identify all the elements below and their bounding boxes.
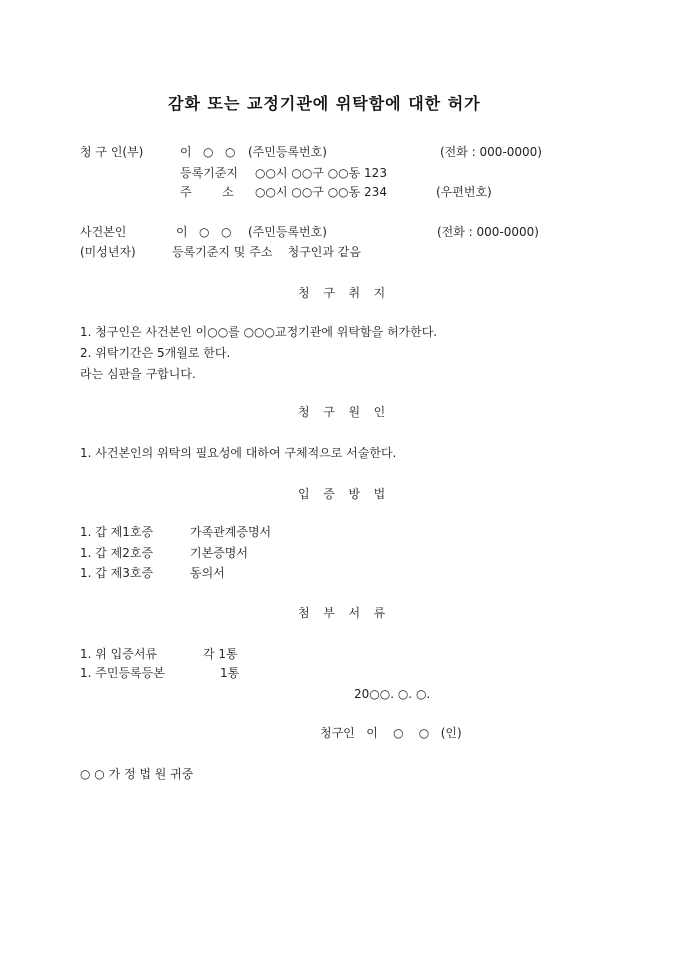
- attachment-count-1: 각 1통: [203, 647, 238, 661]
- attachment-count-2: 1통: [220, 666, 240, 680]
- petitioner-registry-label: 등록기준지: [180, 166, 238, 180]
- attachments-heading: 첨 부 서 류: [298, 606, 388, 620]
- court-addressee: ○ ○ 가 정 법 원 귀중: [80, 767, 194, 781]
- subject-minor-label: (미성년자): [80, 245, 136, 259]
- purpose-heading: 청 구 취 지: [298, 286, 388, 300]
- purpose-line-2: 2. 위탁기간은 5개월로 한다.: [80, 346, 231, 360]
- petitioner-name: 이 ○ ○: [180, 145, 236, 159]
- evidence-doc-3: 동의서: [190, 566, 225, 580]
- petitioner-id-label: (주민등록번호): [248, 145, 327, 159]
- petitioner-address-value: ○○시 ○○구 ○○동 234: [255, 185, 387, 199]
- attachment-name-1: 1. 위 입증서류: [80, 647, 158, 661]
- evidence-doc-2: 기본증명서: [190, 546, 248, 560]
- subject-name: 이 ○ ○: [176, 225, 232, 239]
- subject-same-as: 등록기준지 및 주소 청구인과 같음: [172, 245, 361, 259]
- petitioner-postal: (우편번호): [436, 185, 492, 199]
- evidence-no-1: 1. 갑 제1호증: [80, 525, 154, 539]
- petitioner-address-label: 주 소: [180, 185, 234, 199]
- evidence-no-3: 1. 갑 제3호증: [80, 566, 154, 580]
- evidence-no-2: 1. 갑 제2호증: [80, 546, 154, 560]
- petitioner-label: 청 구 인(부): [80, 145, 144, 159]
- attachment-name-2: 1. 주민등록등본: [80, 666, 165, 680]
- petitioner-registry-value: ○○시 ○○구 ○○동 123: [255, 166, 387, 180]
- petitioner-phone: (전화 : 000-0000): [440, 145, 542, 159]
- purpose-line-1: 1. 청구인은 사건본인 이○○를 ○○○교정기관에 위탁함을 허가한다.: [80, 325, 438, 339]
- signature-line: 청구인 이 ○ ○ (인): [320, 726, 462, 740]
- evidence-heading: 입 증 방 법: [298, 487, 388, 501]
- cause-line-1: 1. 사건본인의 위탁의 필요성에 대하여 구체적으로 서술한다.: [80, 446, 397, 460]
- document-date: 20○○. ○. ○.: [354, 687, 431, 701]
- subject-id-label: (주민등록번호): [248, 225, 327, 239]
- purpose-line-3: 라는 심판을 구합니다.: [80, 367, 196, 381]
- cause-heading: 청 구 원 인: [298, 405, 388, 419]
- document-title: 감화 또는 교정기관에 위탁함에 대한 허가: [168, 94, 481, 113]
- subject-label: 사건본인: [80, 225, 127, 239]
- subject-phone: (전화 : 000-0000): [437, 225, 539, 239]
- evidence-doc-1: 가족관계증명서: [190, 525, 272, 539]
